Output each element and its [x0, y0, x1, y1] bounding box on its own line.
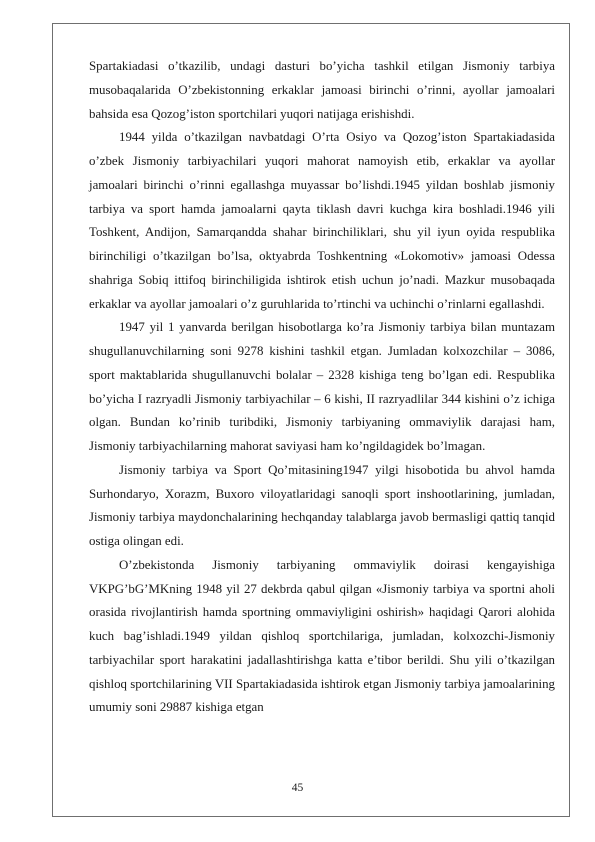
paragraph-1: Spartakiadasi o’tkazilib, undagi dasturi bo’yicha tashkil etilgan Jismoniy tarbiya musobaqalarida O’zbekistonning erkaklar jamoasi birinchi o’rinni, ayollar jamoalari bahsida esa Qozog’iston sportchilari yuqori natijaga erishishdi. — [89, 59, 555, 121]
paragraph-3: 1947 yil 1 yanvarda berilgan hisobotlarga ko’ra Jismoniy tarbiya bilan muntazam shugullanuvchilarning soni 9278 kishini tashkil etgan. Jumladan kolxozchilar – 3086, sport maktablarida shugullanuvchi bolalar – 2328 kishiga teng bo’lgan edi. Respublika bo’yicha I razryadli Jismoniy tarbiyachilar – 6 kishi, II razryadlilar 344 kishini o’z ichiga olgan. Bundan ko’rinib turibdiki, Jismoniy tarbiyaning ommaviylik darajasi ham, Jismoniy tarbiyachilarning mahorat saviyasi ham ko’ngildagidek bo’lmagan. — [89, 320, 555, 453]
paragraph-5: O’zbekistonda Jismoniy tarbiyaning ommaviylik doirasi kengayishiga VKPG’bG’MKning 1948 yil 27 dekbrda qabul qilgan «Jismoniy tarbiya va sportni aholi orasida rivojlantirish hamda sportning ommaviyligini oshirish» haqidagi Qarori alohida kuch bag’ishladi.1949 yildan qishloq sportchilariga, jumladan, kolxozchi-Jismoniy tarbiyachilar sport harakatini jadallashtirishga katta e’tibor berildi. Shu yili o’tkazilgan qishloq sportchilarining VII Spartakiadasida ishtirok etgan Jismoniy tarbiya jamoalarining umumiy soni 29887 kishiga etgan — [89, 557, 555, 715]
paragraph-4: Jismoniy tarbiya va Sport Qo’mitasining1947 yilgi hisobotida bu ahvol hamda Surhondaryo, Xorazm, Buxoro viloyatlaridagi sanoqli sport inshootlarining, jumladan, Jismoniy tarbiya maydonchalarining hechqanday talablarga javob bermasligi qattiq tanqid ostiga olingan edi. — [89, 462, 555, 548]
page-number: 45 — [291, 782, 304, 794]
document-body — [89, 55, 555, 720]
paragraph-2: 1944 yilda o’tkazilgan navbatdagi O’rta Osiyo va Qozog’iston Spartakiadasida o’zbek Jismoniy tarbiyachilari yuqori mahorat namoyish etib, erkaklar va ayollar jamoalari birinchi o’rinni egallashga muyassar bo’lishdi.1945 yildan boshlab jismoniy tarbiya va sport hamda jamoalarni qayta tiklash davri kuchga kira boshladi.1946 yili Toshkent, Andijon, Samarqandda shahar birinchiliklari, shu yil iyun oyida respublika birinchiligi o’tkazilgan bo’lsa, oktyabrda Toshkentning «Lokomotiv» jamoasi Odessa shahriga Sobiq ittifoq birinchiligida ishtirok etish uchun jo’nadi. Mazkur musobaqada erkaklar va ayollar jamoalari o’z guruhlarida to’rtinchi va uchinchi o’rinlarni egallashdi. — [89, 130, 555, 311]
